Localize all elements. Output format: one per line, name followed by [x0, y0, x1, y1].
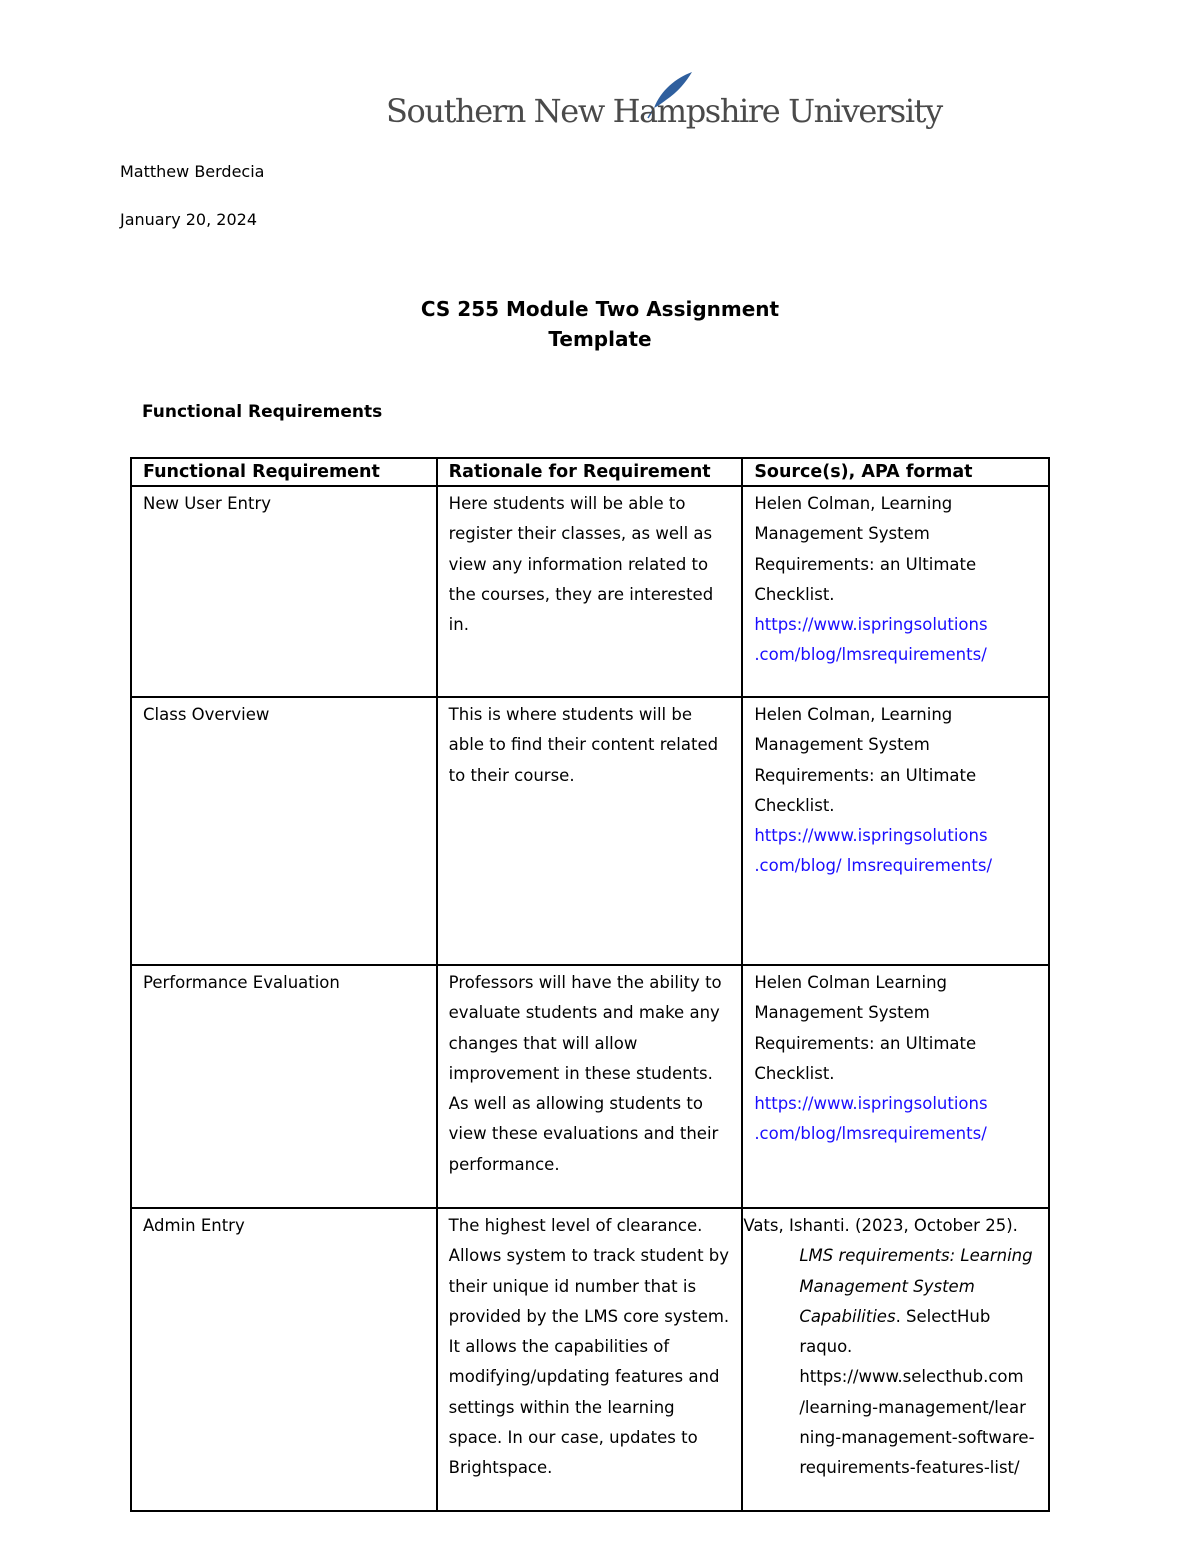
requirement-cell: Performance Evaluation: [131, 965, 437, 1208]
requirement-cell: Class Overview: [131, 697, 437, 965]
apa-citation-title: LMS requirements: Learning Management System Capabilities: [799, 1246, 1033, 1326]
requirements-table: [130, 457, 1050, 1512]
university-logo: [386, 68, 942, 138]
rationale-cell: This is where students will be able to find their content related to their course.: [437, 697, 743, 965]
rationale-cell: Here students will be able to register their classes, as well as view any information related to the courses, they are interested in.: [437, 486, 743, 697]
rationale-cell: Professors will have the ability to evaluate students and make any changes that will allow improvement in these students. As well as allowing students to view these evaluations and their performance.: [437, 965, 743, 1208]
header-rationale: Rationale for Requirement: [437, 458, 743, 486]
source-text: Helen Colman Learning Management System Requirements: an Ultimate Checklist.: [754, 973, 977, 1083]
requirement-cell: New User Entry: [131, 486, 437, 697]
header-sources: Source(s), APA format: [742, 458, 1049, 486]
source-link[interactable]: https://www.ispringsolutions .com/blog/lmsrequirements/: [754, 615, 988, 665]
document-date: January 20, 2024: [120, 210, 257, 229]
source-cell: [742, 697, 1049, 965]
source-link[interactable]: https://www.ispringsolutions .com/blog/ lmsrequirements/: [754, 826, 993, 876]
apa-citation-continued: [743, 1241, 1038, 1483]
table-row: [131, 697, 1049, 965]
page-title-line-1: CS 255 Module Two Assignment: [420, 297, 780, 321]
logo-wordmark: Southern New Hampshire University: [386, 92, 942, 130]
table-row: [131, 965, 1049, 1208]
source-link[interactable]: https://www.ispringsolutions .com/blog/lmsrequirements/: [754, 1094, 988, 1144]
source-cell: [742, 1208, 1049, 1511]
table-header-row: [131, 458, 1049, 486]
apa-citation-first-line: Vats, Ishanti. (2023, October 25).: [743, 1216, 1018, 1235]
source-cell: [742, 486, 1049, 697]
section-heading: Functional Requirements: [142, 402, 383, 422]
source-text: Helen Colman, Learning Management System Requirements: an Ultimate Checklist.: [754, 705, 977, 815]
page-title-line-2: Template: [548, 327, 652, 351]
header-functional-requirement: Functional Requirement: [131, 458, 437, 486]
table-row: [131, 1208, 1049, 1511]
apa-citation-rest: . SelectHub raquo. https://www.selecthub.com /learning-management/lear ning-management-software-requirements-features-list/: [799, 1306, 1035, 1478]
table-row: [131, 486, 1049, 697]
rationale-cell: The highest level of clearance. Allows system to track student by their unique id number that is provided by the LMS core system. It allows the capabilities of modifying/updating features and settings within the learning space. In our case, updates to Brightspace.: [437, 1208, 743, 1511]
source-text: Helen Colman, Learning Management System Requirements: an Ultimate Checklist.: [754, 494, 977, 604]
author-name: Matthew Berdecia: [120, 162, 265, 181]
requirement-cell: Admin Entry: [131, 1208, 437, 1511]
source-cell: [742, 965, 1049, 1208]
page-title: [0, 294, 1200, 354]
